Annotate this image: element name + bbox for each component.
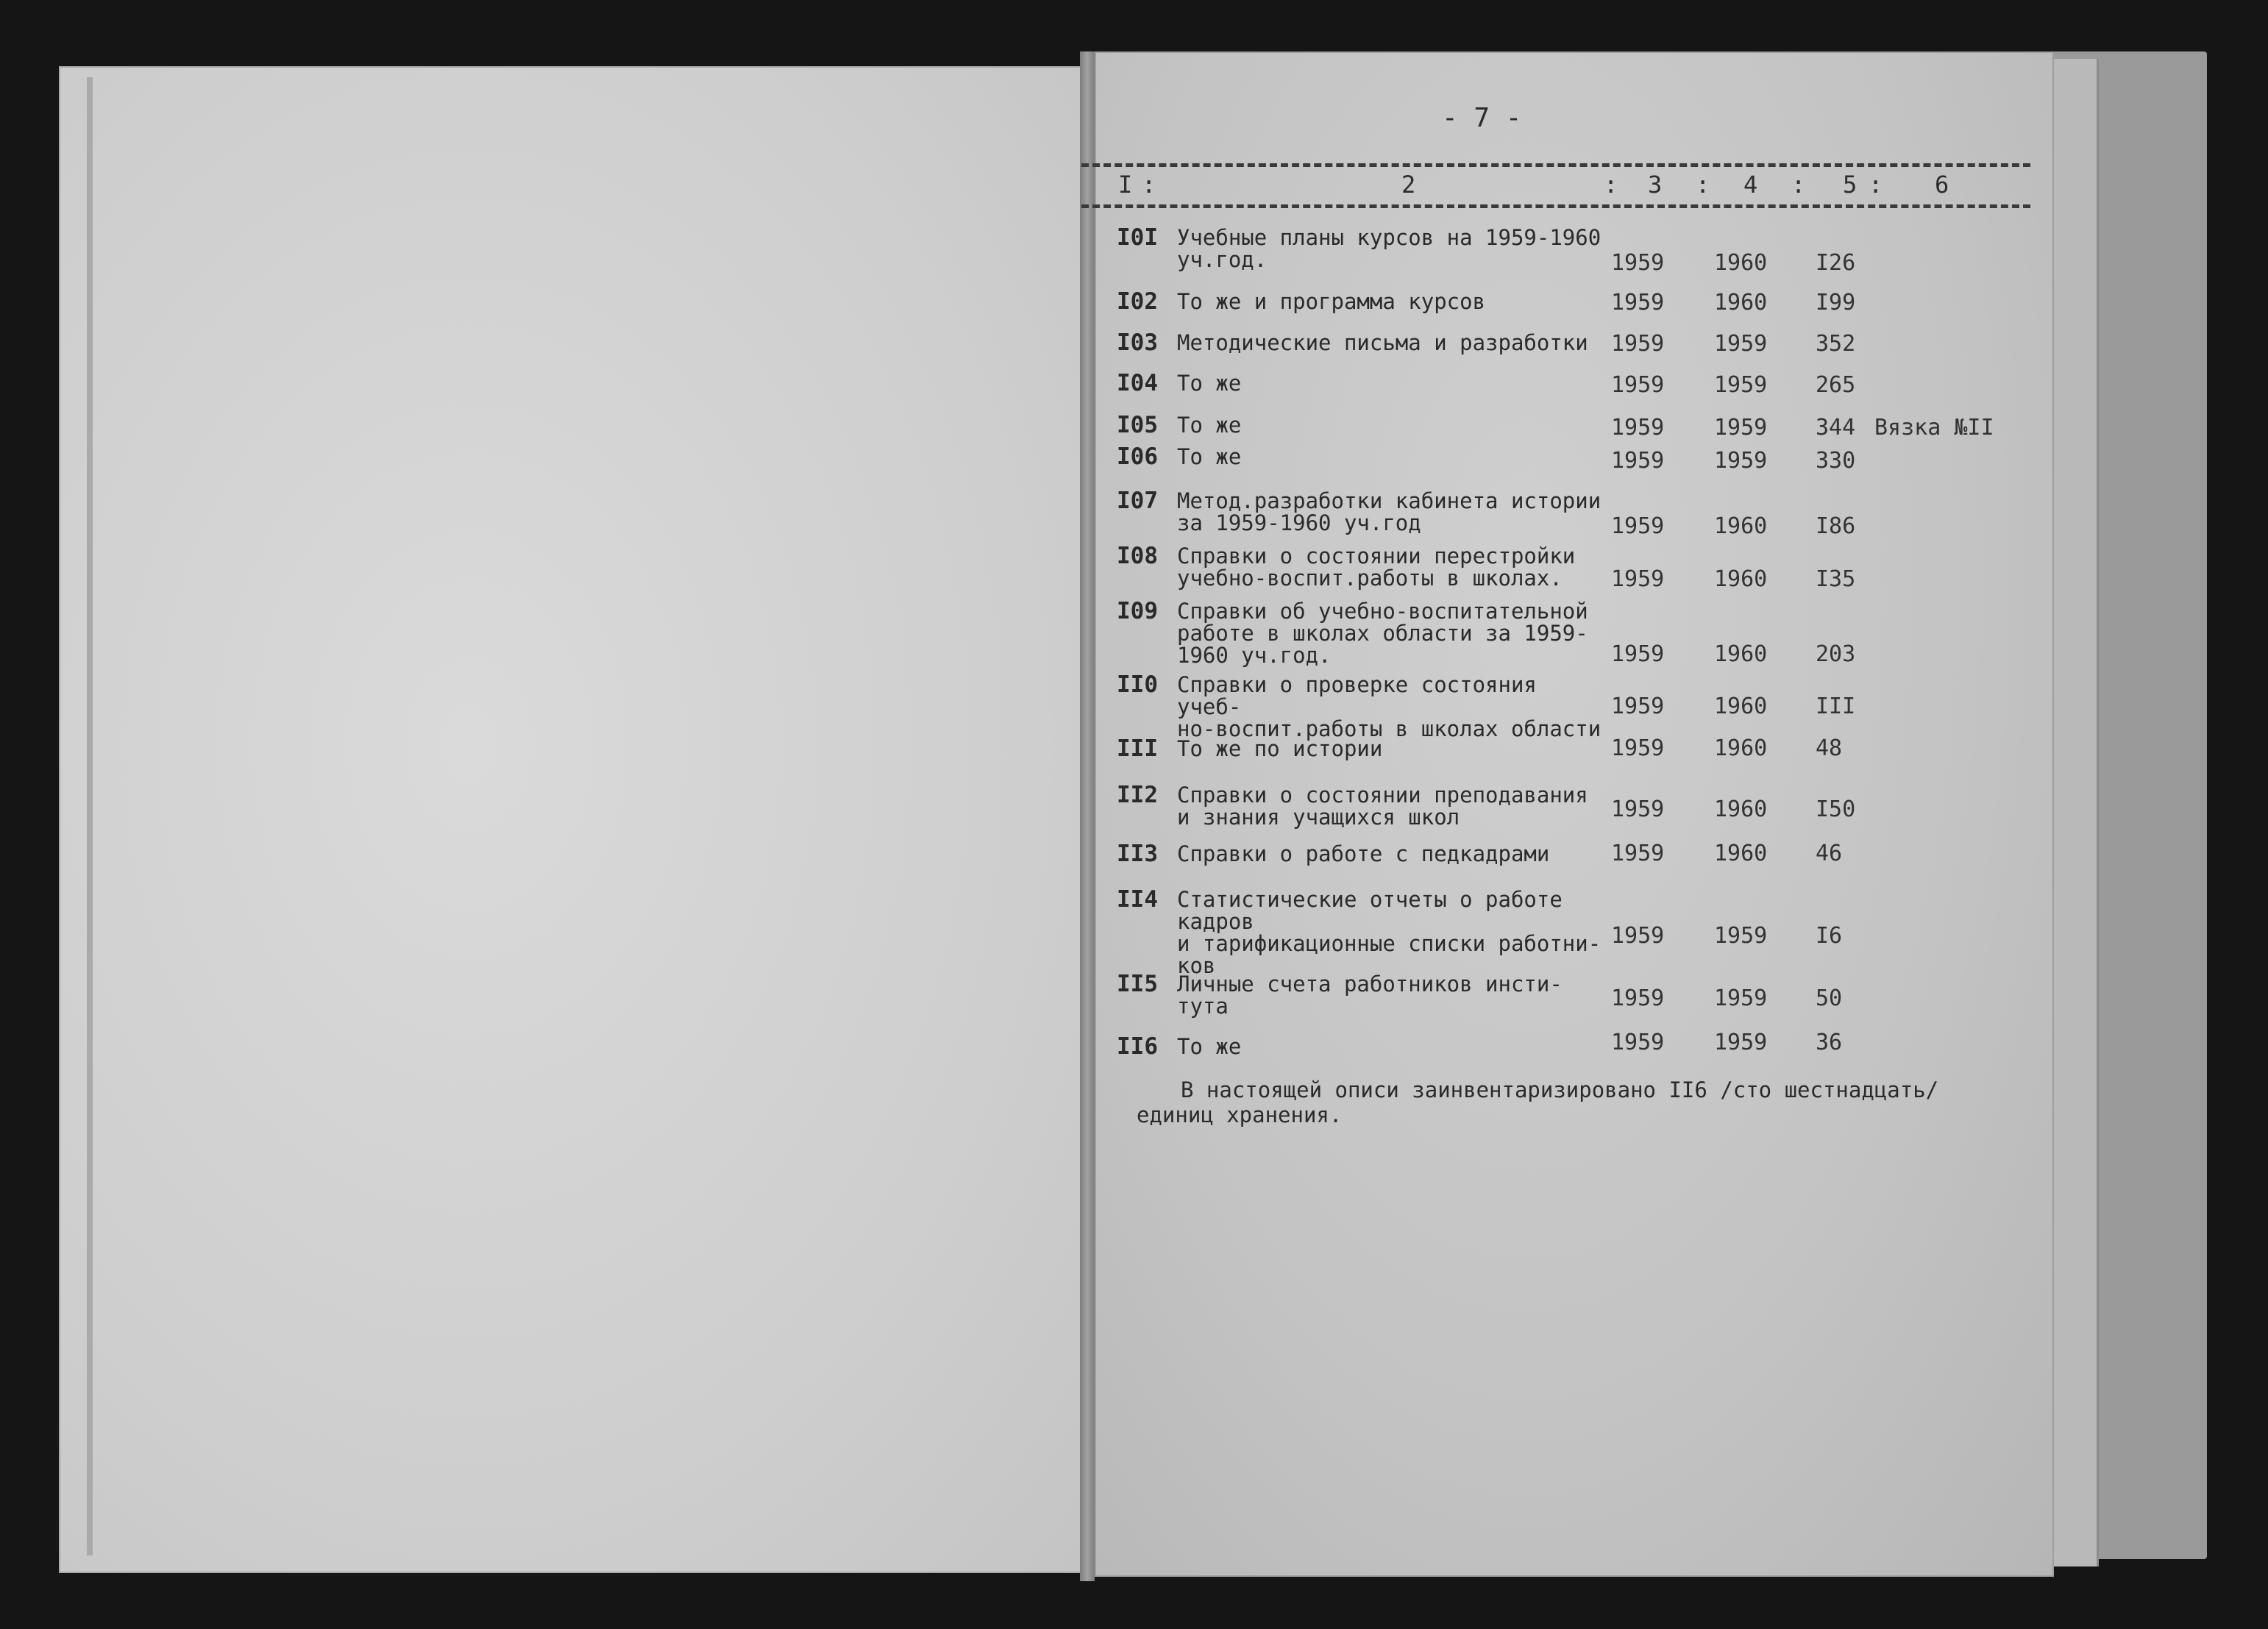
row-number: II2 xyxy=(1117,782,1158,808)
row-sheet-count: III xyxy=(1816,694,1856,719)
row-number: II6 xyxy=(1117,1033,1158,1060)
row-start-year: 1959 xyxy=(1611,841,1665,866)
row-title: Справки о состоянии перестройки учебно-воспит.работы в школах. xyxy=(1177,543,1576,591)
row-sheet-count: I6 xyxy=(1816,923,1843,949)
row-number: I03 xyxy=(1117,329,1158,356)
header-rule-top xyxy=(1081,163,2030,167)
row-title: Справки о состоянии преподавания и знания учащихся школ xyxy=(1177,783,1588,830)
row-start-year: 1959 xyxy=(1611,694,1665,719)
row-end-year: 1960 xyxy=(1714,290,1768,316)
row-title: Метод.разработки кабинета истории за 1959-1960 уч.год xyxy=(1177,488,1602,535)
row-number: I05 xyxy=(1117,412,1158,438)
row-number: II5 xyxy=(1117,971,1158,997)
row-sheet-count: 265 xyxy=(1816,372,1856,398)
row-title: Справки о проверке состояния учеб- но-воспит.работы в школах области xyxy=(1177,672,1602,741)
left-blank-page xyxy=(59,66,1084,1573)
inventory-summary: В настоящей описи заинвентаризировано II6 /сто шестнадцать/ единиц хранения. xyxy=(1137,1077,1939,1127)
row-sheet-count: 352 xyxy=(1816,331,1856,357)
row-number: I02 xyxy=(1117,288,1158,315)
col-sep: : xyxy=(1604,171,1618,199)
row-sheet-count: 344 xyxy=(1816,415,1856,441)
left-page-edge xyxy=(87,77,93,1555)
row-end-year: 1959 xyxy=(1714,372,1768,398)
row-end-year: 1960 xyxy=(1714,513,1768,539)
col-sep: : xyxy=(1142,171,1156,199)
row-end-year: 1960 xyxy=(1714,841,1768,866)
row-end-year: 1960 xyxy=(1714,566,1768,592)
row-title: То же xyxy=(1177,371,1242,396)
row-start-year: 1959 xyxy=(1611,513,1665,539)
col-sep: : xyxy=(1791,171,1806,199)
row-start-year: 1959 xyxy=(1611,290,1665,316)
row-sheet-count: I99 xyxy=(1816,290,1856,316)
row-start-year: 1959 xyxy=(1611,1030,1665,1055)
row-number: I0I xyxy=(1117,224,1158,251)
row-end-year: 1959 xyxy=(1714,415,1768,441)
row-end-year: 1959 xyxy=(1714,985,1768,1011)
row-sheet-count: I50 xyxy=(1816,796,1856,822)
row-start-year: 1959 xyxy=(1611,250,1665,276)
row-sheet-count: 50 xyxy=(1816,985,1843,1011)
row-number: I04 xyxy=(1117,370,1158,396)
row-start-year: 1959 xyxy=(1611,566,1665,592)
col-header-6: 6 xyxy=(1935,171,1949,199)
row-end-year: 1960 xyxy=(1714,250,1768,276)
row-title: То же и программа курсов xyxy=(1177,289,1486,314)
row-title: Справки о работе с педкадрами xyxy=(1177,841,1550,866)
header-rule-bottom xyxy=(1081,204,2030,208)
row-start-year: 1959 xyxy=(1611,641,1665,667)
row-title: То же xyxy=(1177,444,1242,469)
col-header-3: 3 xyxy=(1648,171,1663,199)
row-title: Личные счета работников инсти- тута xyxy=(1177,972,1563,1019)
row-start-year: 1959 xyxy=(1611,796,1665,822)
row-sheet-count: 203 xyxy=(1816,641,1856,667)
book-gutter xyxy=(1080,51,1095,1581)
row-end-year: 1959 xyxy=(1714,331,1768,357)
row-number: II3 xyxy=(1117,841,1158,867)
row-number: III xyxy=(1117,735,1158,762)
col-header-2: 2 xyxy=(1401,171,1416,199)
row-title: Статистические отчеты о работе кадров и тарификационные списки работни- ков xyxy=(1177,887,1602,978)
row-start-year: 1959 xyxy=(1611,415,1665,441)
row-start-year: 1959 xyxy=(1611,448,1665,474)
row-number: I07 xyxy=(1117,488,1158,514)
row-start-year: 1959 xyxy=(1611,331,1665,357)
row-title: Учебные планы курсов на 1959-1960 уч.год. xyxy=(1177,225,1602,272)
row-end-year: 1960 xyxy=(1714,694,1768,719)
row-title: То же xyxy=(1177,1034,1242,1059)
row-number: I06 xyxy=(1117,443,1158,470)
row-number: II0 xyxy=(1117,671,1158,698)
page-number: - 7 - xyxy=(1442,103,1522,133)
row-end-year: 1959 xyxy=(1714,448,1768,474)
row-note: Вязка №II xyxy=(1874,415,1994,441)
row-number: II4 xyxy=(1117,886,1158,913)
row-start-year: 1959 xyxy=(1611,985,1665,1011)
row-sheet-count: 48 xyxy=(1816,735,1843,761)
row-sheet-count: 330 xyxy=(1816,448,1856,474)
row-title: Методические письма и разработки xyxy=(1177,330,1588,355)
row-title: То же по истории xyxy=(1177,736,1383,761)
row-number: I08 xyxy=(1117,543,1158,569)
col-header-4: 4 xyxy=(1743,171,1758,199)
row-end-year: 1959 xyxy=(1714,1030,1768,1055)
col-sep: : xyxy=(1696,171,1710,199)
col-header-1: I xyxy=(1118,171,1133,199)
row-sheet-count: I26 xyxy=(1816,250,1856,276)
row-number: I09 xyxy=(1117,598,1158,624)
row-start-year: 1959 xyxy=(1611,923,1665,949)
row-end-year: 1960 xyxy=(1714,796,1768,822)
row-end-year: 1959 xyxy=(1714,923,1768,949)
row-end-year: 1960 xyxy=(1714,735,1768,761)
row-end-year: 1960 xyxy=(1714,641,1768,667)
row-sheet-count: I86 xyxy=(1816,513,1856,539)
row-title: То же xyxy=(1177,413,1242,438)
col-header-5: 5 xyxy=(1843,171,1858,199)
row-title: Справки об учебно-воспитательной работе в школах области за 1959- 1960 уч.год. xyxy=(1177,599,1588,668)
row-sheet-count: 36 xyxy=(1816,1030,1843,1055)
row-start-year: 1959 xyxy=(1611,372,1665,398)
row-start-year: 1959 xyxy=(1611,735,1665,761)
row-sheet-count: 46 xyxy=(1816,841,1843,866)
row-sheet-count: I35 xyxy=(1816,566,1856,592)
col-sep: : xyxy=(1869,171,1883,199)
